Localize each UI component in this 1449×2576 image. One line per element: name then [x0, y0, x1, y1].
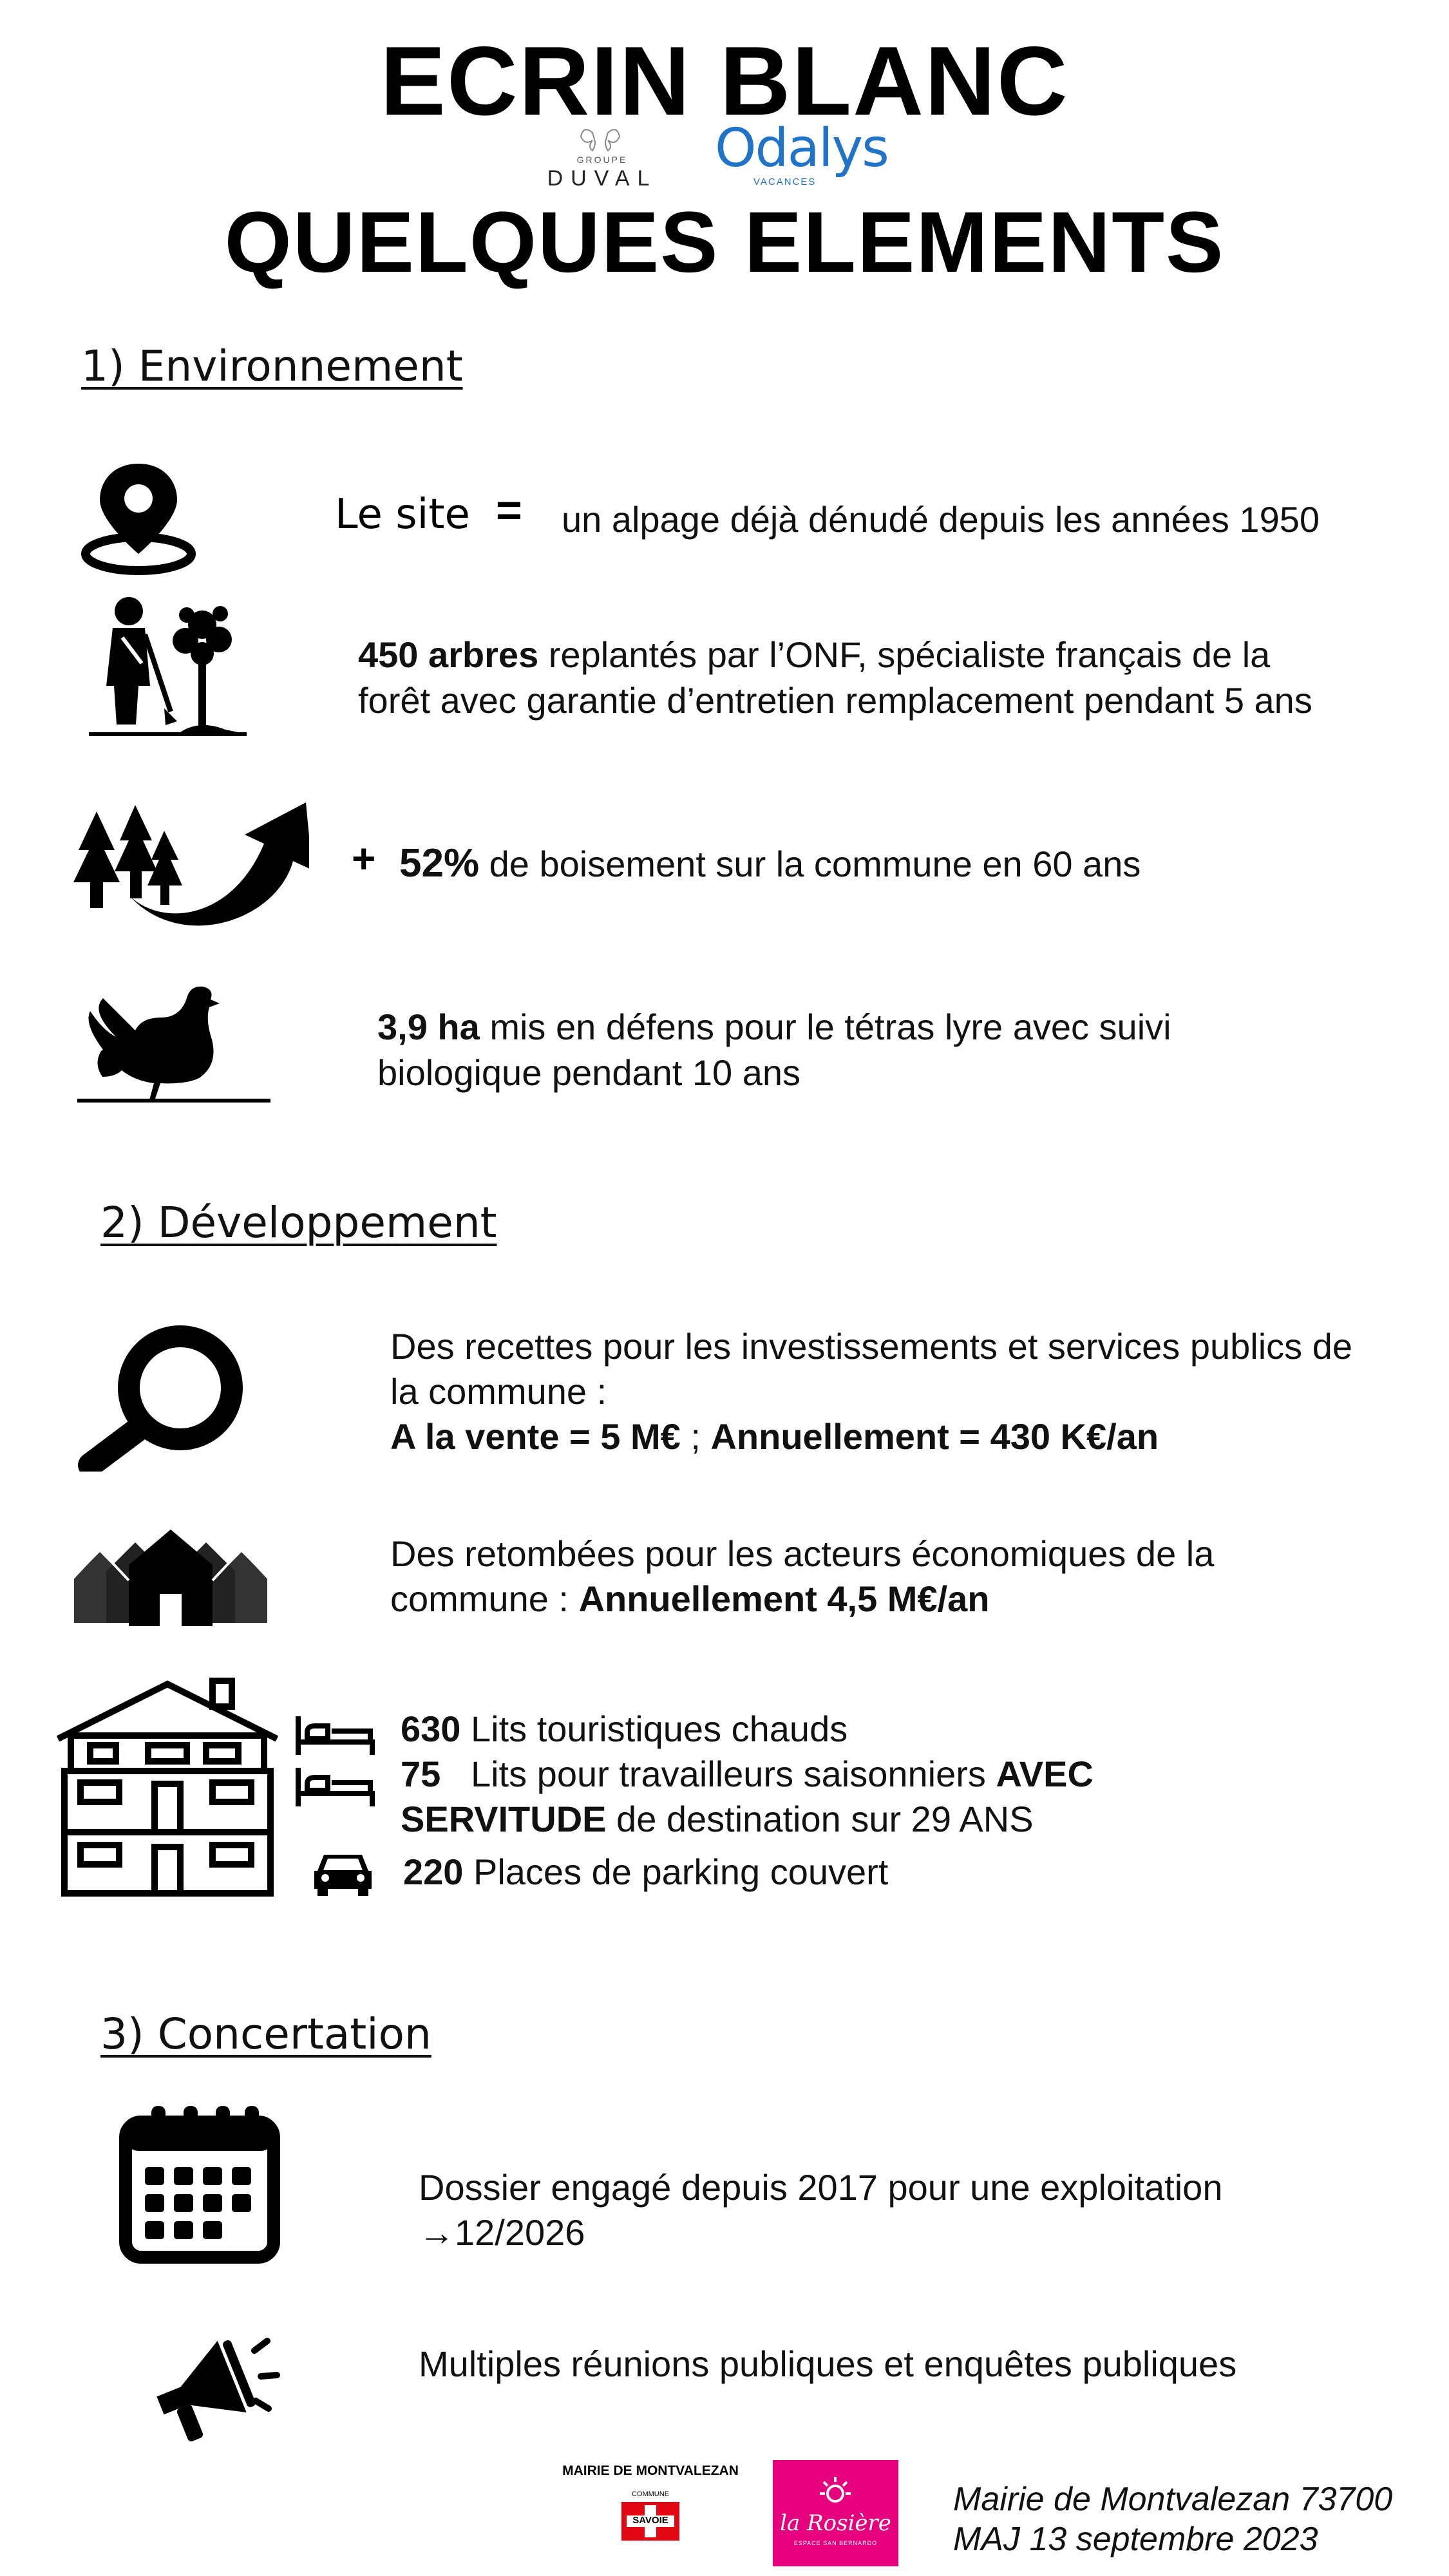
- page-title: ECRIN BLANC: [380, 26, 1069, 136]
- tetras-bold: 3,9 ha: [377, 1007, 480, 1047]
- recettes-line-1: Des recettes pour les investissements et services publics de: [390, 1326, 1352, 1367]
- parking-text: Places de parking couvert: [463, 1852, 889, 1892]
- boisement-text: de boisement sur la commune en 60 ans: [479, 844, 1141, 884]
- lits-line: [401, 1707, 848, 1752]
- footer-maj: MAJ 13 septembre 2023: [953, 2521, 1318, 2558]
- section-developpement: 2) Développement: [100, 1198, 497, 1247]
- recettes-sep: ;: [680, 1416, 711, 1457]
- parking-num: 220: [403, 1852, 464, 1892]
- rosiere-sub: ESPACE SAN BERNARDO: [793, 2540, 878, 2546]
- duval-small-text: GROUPE: [576, 155, 628, 165]
- saison-num: 75: [401, 1754, 441, 1794]
- mairie-logo: [554, 2463, 747, 2573]
- trees-text-1: replantés par l’ONF, spécialiste français de la: [538, 634, 1271, 675]
- servitude-text: de destination sur 29 ANS: [606, 1799, 1034, 1839]
- megaphone-icon: [145, 2331, 280, 2447]
- tetras-line-2: biologique pendant 10 ans: [377, 1052, 801, 1093]
- odalys-text: Odalys: [715, 118, 888, 179]
- parking-line: [403, 1850, 888, 1895]
- boisement-line: [399, 841, 1141, 887]
- servitude-bold: SERVITUDE: [401, 1799, 607, 1839]
- page-subtitle: QUELQUES ELEMENTS: [224, 194, 1225, 290]
- beds-icon: [293, 1713, 377, 1810]
- car-icon: [312, 1848, 374, 1897]
- lits-num: 630: [401, 1709, 461, 1749]
- lits-text: Lits touristiques chauds: [460, 1709, 848, 1749]
- dossier-line-1: Dossier engagé depuis 2017 pour une exploitation: [419, 2167, 1223, 2208]
- odalys-logo: [715, 118, 888, 193]
- plus-sign: +: [352, 835, 376, 882]
- site-label: Le site: [335, 491, 470, 538]
- tetras-text-1: mis en défens pour le tétras lyre avec suivi: [479, 1007, 1171, 1047]
- grouse-bird-icon: [77, 985, 270, 1108]
- forest-growth-icon: [71, 799, 309, 927]
- boisement-bold: 52%: [399, 841, 480, 886]
- retombees-line-2: [390, 1577, 990, 1622]
- duval-logo: [528, 121, 676, 192]
- dossier-line-2: →12/2026: [419, 2212, 585, 2253]
- recettes-bold-1: A la vente = 5 M€: [390, 1416, 681, 1457]
- section-environnement: 1) Environnement: [81, 341, 463, 391]
- rosiere-text: la Rosière: [780, 2510, 891, 2536]
- calendar-icon: [119, 2103, 280, 2264]
- saison-line: [401, 1752, 1094, 1797]
- footer-address: Mairie de Montvalezan 73700: [953, 2481, 1393, 2518]
- equals-sign: =: [496, 485, 522, 535]
- tetras-line-1: [377, 1005, 1171, 1050]
- trees-line-2: forêt avec garantie d’entretien remplacement pendant 5 ans: [358, 680, 1312, 721]
- mairie-logo-text: MAIRIE DE MONTVALEZAN: [562, 2463, 739, 2478]
- chalet-building-icon: [52, 1674, 290, 1900]
- trees-bold: 450 arbres: [358, 634, 539, 675]
- location-pin-icon: [77, 457, 200, 580]
- magnifier-icon: [71, 1317, 258, 1472]
- saison-text: Lits pour travailleurs saisonniers: [440, 1754, 996, 1794]
- trees-line-1: [358, 632, 1270, 677]
- duval-text: DUVAL: [547, 166, 658, 191]
- retombees-line-1: Des retombées pour les acteurs économiques de la: [390, 1533, 1215, 1574]
- saison-bold: AVEC: [996, 1754, 1094, 1794]
- recettes-line-3: [390, 1414, 1159, 1459]
- savoie-text: SAVOIE: [632, 2515, 668, 2526]
- reunions-line: Multiples réunions publiques et enquêtes publiques: [419, 2344, 1237, 2384]
- retombees-bold: Annuellement 4,5 M€/an: [578, 1578, 990, 1619]
- site-text: un alpage déjà dénudé depuis les années 1950: [562, 499, 1320, 540]
- recettes-line-2: la commune :: [390, 1371, 607, 1412]
- sun-icon: [815, 2474, 857, 2503]
- odalys-sub: VACANCES: [753, 176, 817, 187]
- recettes-bold-2: Annuellement = 430 K€/an: [710, 1416, 1159, 1457]
- retombees-text-2: commune :: [390, 1578, 579, 1619]
- tree-planting-icon: [84, 589, 258, 737]
- houses-icon: [68, 1526, 274, 1629]
- section-concertation: 3) Concertation: [100, 2009, 431, 2059]
- servitude-line: [401, 1797, 1034, 1842]
- rosiere-logo: [773, 2460, 898, 2566]
- commune-text: COMMUNE: [631, 2490, 670, 2498]
